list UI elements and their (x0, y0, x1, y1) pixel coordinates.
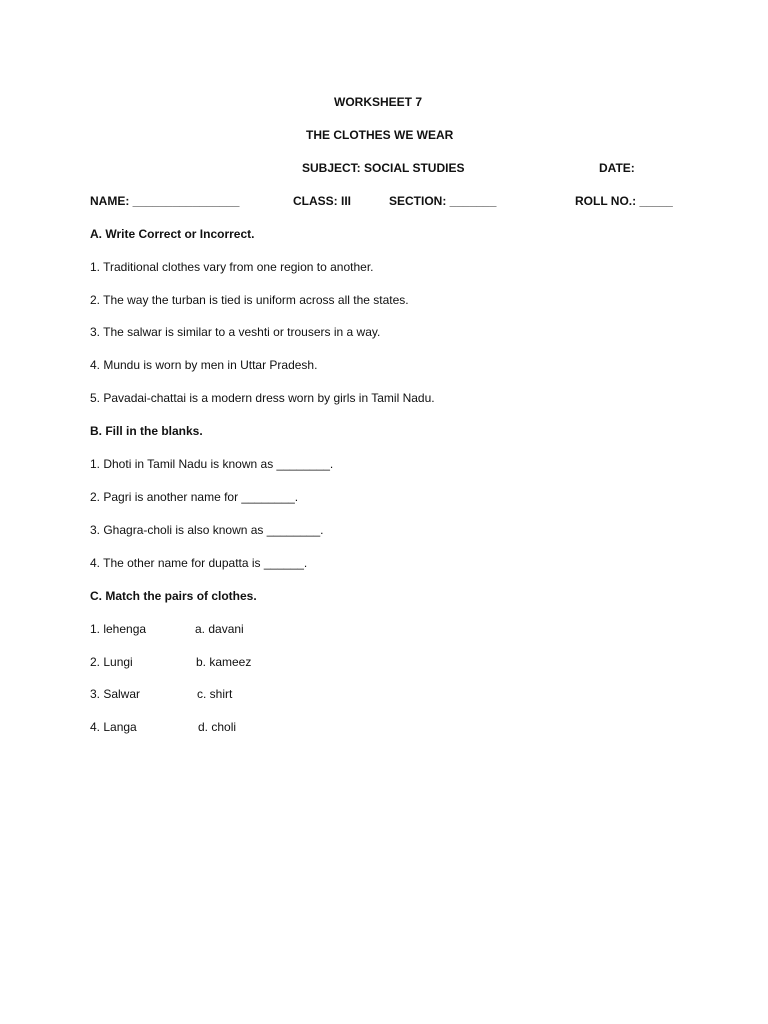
match-right-item: a. davani (195, 622, 244, 636)
section-a-item: 5. Pavadai-chattai is a modern dress worn by girls in Tamil Nadu. (90, 391, 435, 405)
section-a-item: 4. Mundu is worn by men in Uttar Pradesh. (90, 358, 318, 372)
section-a-item: 2. The way the turban is tied is uniform across all the states. (90, 293, 409, 307)
match-right-item: d. choli (198, 720, 237, 734)
subject-label: SUBJECT: SOCIAL STUDIES (302, 161, 465, 175)
section-b-item: 1. Dhoti in Tamil Nadu is known as ________. (90, 457, 334, 471)
date-label: DATE: (599, 161, 635, 175)
section-a-item: 1. Traditional clothes vary from one region to another. (90, 260, 374, 274)
match-left-item: 2. Lungi (90, 655, 133, 669)
section-b-item: 2. Pagri is another name for ________. (90, 490, 299, 504)
class-field: CLASS: III (293, 194, 352, 208)
topic-title: THE CLOTHES WE WEAR (306, 128, 454, 142)
section-c-title: C. Match the pairs of clothes. (90, 589, 257, 603)
section-a-title: A. Write Correct or Incorrect. (90, 227, 255, 241)
match-left-item: 4. Langa (90, 720, 137, 734)
section-b-item: 3. Ghagra-choli is also known as ________. (90, 523, 324, 537)
section-b-title: B. Fill in the blanks. (90, 424, 203, 438)
match-left-item: 3. Salwar (90, 687, 141, 701)
worksheet-title: WORKSHEET 7 (334, 95, 423, 109)
name-field: NAME: ________________ (90, 194, 240, 208)
match-right-item: b. kameez (196, 655, 252, 669)
roll-number-field: ROLL NO.: _____ (575, 194, 673, 208)
match-right-item: c. shirt (197, 687, 233, 701)
section-b-item: 4. The other name for dupatta is ______. (90, 556, 308, 570)
section-field: SECTION: _______ (389, 194, 497, 208)
section-a-item: 3. The salwar is similar to a veshti or trousers in a way. (90, 325, 381, 339)
match-left-item: 1. lehenga (90, 622, 147, 636)
